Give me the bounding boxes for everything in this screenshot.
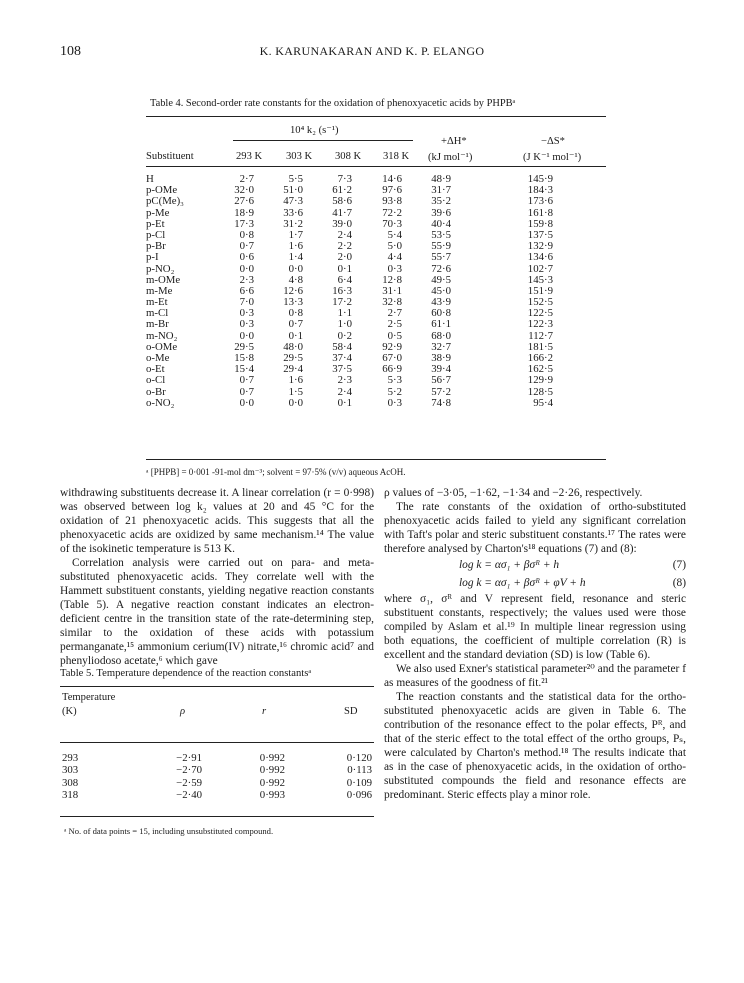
table-cell-value: 308 (62, 776, 79, 789)
table-cell-value: 48·0 (283, 340, 303, 353)
table-cell-value: 1·1 (337, 307, 352, 320)
table-cell-value: 129·9 (527, 374, 553, 387)
table4-header-ds-unit: (J K⁻¹ mol⁻¹) (523, 152, 582, 163)
equation-8-formula: log k = ασ₁ + βσᴿ + φV + h (459, 577, 586, 589)
table-cell-substituent: m-Br (146, 318, 169, 331)
table-cell-value: −2·40 (176, 789, 202, 802)
table-cell-value: 32·0 (234, 184, 254, 197)
table-cell-value: 29·5 (283, 352, 303, 364)
table-cell-value: 0·113 (347, 764, 372, 777)
table-cell-substituent: m-NO₂ (146, 329, 178, 342)
table5-header-sd: SD (344, 706, 358, 717)
table-cell-value: 1·6 (288, 374, 303, 387)
table-cell-value: 318 (62, 789, 79, 802)
table-cell-substituent: m-Me (146, 284, 173, 297)
left-paragraph-1: withdrawing substituents decrease it. A linear correlation (r = 0·998) was observed between log k₂ values at 20 and 45 °C for the oxidation of 21 phenoxyacetic acids. This suggests that all the phenoxyacetic acids are oxidized by same mechanism.¹⁴ The value of the isokinetic temperature is 513 K. (60, 487, 374, 555)
table-cell-value: 2·3 (337, 374, 352, 387)
table-cell-value: 37·4 (332, 352, 352, 364)
table-cell-value: 2·4 (337, 385, 352, 398)
table-cell-value: 4·4 (387, 251, 402, 264)
table-cell-value: 5·0 (387, 240, 402, 253)
table-cell-value: 0·109 (346, 776, 372, 789)
table-cell-value: 39·0 (332, 217, 352, 230)
table-cell-value: 145·3 (527, 273, 553, 286)
table-cell-value: 31·7 (431, 184, 451, 197)
table-cell-value: 12·6 (283, 284, 303, 297)
table-cell-substituent: m-OMe (146, 273, 181, 286)
table-cell-value: 0·7 (239, 385, 254, 398)
table-cell-value: 7·0 (239, 296, 254, 309)
table-cell-value: 0·0 (288, 262, 303, 275)
table4-header-rule (146, 166, 606, 167)
table-cell-substituent: p-Br (146, 240, 166, 253)
table-cell-substituent: pC(Me)₃ (146, 195, 184, 208)
table-cell-substituent: p-Me (146, 206, 170, 219)
table-cell-value: 31·1 (382, 284, 402, 297)
table-cell-substituent: p-I (146, 251, 159, 264)
table-cell-value: 49·5 (431, 273, 451, 286)
table-cell-value: 93·8 (382, 195, 402, 208)
table4-header-293: 293 K (236, 151, 263, 162)
table-cell-value: 152·5 (527, 296, 553, 309)
page-number: 108 (60, 44, 81, 59)
table-cell-value: 6·6 (239, 284, 254, 297)
table-cell-value: 303 (62, 764, 79, 777)
table-cell-value: 2·7 (387, 307, 402, 320)
table-cell-value: 0·7 (239, 240, 254, 253)
table-row (146, 398, 606, 409)
table5-body (60, 752, 374, 802)
table4-header-dh: +ΔH* (441, 136, 467, 147)
table-cell-value: 0·3 (239, 318, 254, 331)
table-cell-value: 95·4 (533, 396, 553, 409)
table-cell-value: 5·4 (387, 228, 402, 241)
table-cell-value: 145·9 (527, 173, 553, 185)
table-cell-value: 33·6 (283, 206, 303, 219)
right-column (384, 486, 686, 802)
table-cell-substituent: p-Cl (146, 228, 166, 241)
table-cell-value: 162·5 (527, 363, 553, 376)
table-cell-value: 56·7 (431, 374, 451, 387)
table-cell-value: 7·3 (337, 173, 352, 185)
table-cell-value: 0·3 (387, 396, 402, 409)
table-cell-value: 61·1 (431, 318, 451, 331)
table-cell-value: 58·4 (332, 340, 352, 353)
table-cell-value: 55·7 (431, 251, 451, 264)
table-cell-value: 60·8 (431, 307, 451, 320)
table-cell-value: 0·3 (239, 307, 254, 320)
table-cell-substituent: m-Cl (146, 307, 169, 320)
table-cell-value: 15·8 (234, 352, 254, 364)
table-cell-value: 39·6 (431, 206, 451, 219)
table5-caption: Table 5. Temperature dependence of the reaction constantsᵃ (60, 668, 312, 679)
table4-bottom-rule (146, 459, 606, 460)
table-cell-value: 0·1 (337, 396, 352, 409)
table-cell-value: −2·91 (176, 752, 202, 764)
table-cell-value: 32·8 (382, 296, 402, 309)
table-cell-value: 29·5 (234, 340, 254, 353)
table-cell-value: 181·5 (527, 340, 553, 353)
table5-header-rho: ρ (180, 706, 186, 717)
equation-8-number: (8) (672, 577, 686, 589)
table-cell-value: −2·59 (176, 776, 202, 789)
table-cell-value: 0·1 (288, 329, 303, 342)
table-cell-value: 0·993 (259, 789, 285, 802)
table-cell-value: 70·3 (382, 217, 402, 230)
table-cell-value: 32·7 (431, 340, 451, 353)
table-cell-value: 97·6 (382, 184, 402, 197)
table-row (60, 789, 374, 801)
table-cell-value: 29·4 (283, 363, 303, 376)
table-cell-value: 13·3 (283, 296, 303, 309)
table5-footnote: ᵃ No. of data points = 15, including unsubstituted compound. (64, 826, 274, 836)
table-cell-value: 41·7 (332, 206, 352, 219)
table-cell-value: 43·9 (431, 296, 451, 309)
right-paragraph-3: where σ₁, σᴿ and V represent field, resonance and steric substituent constants, respectively; the values used were those compiled by Aslam et al.¹⁹ In multiple linear regression using both equations, the coefficient of multiple correlation (R) is excellent and the standard deviation (SD) is low (Table 6). (384, 593, 686, 661)
table-cell-value: 0·5 (387, 329, 402, 342)
table-cell-value: 1·7 (288, 228, 303, 241)
table-cell-value: 0·0 (239, 396, 254, 409)
table-cell-value: 39·4 (431, 363, 451, 376)
table-cell-value: 2·5 (387, 318, 402, 331)
table-cell-value: 122·5 (527, 307, 553, 320)
table-cell-value: 58·6 (332, 195, 352, 208)
table5-header-temp: Temperature (62, 692, 116, 703)
table-cell-substituent: o-Cl (146, 374, 166, 387)
table-cell-value: 159·8 (527, 217, 553, 230)
table-cell-value: 1·5 (288, 385, 303, 398)
equation-7-formula: log k = ασ₁ + βσᴿ + h (459, 559, 560, 571)
table-cell-value: 5·2 (387, 385, 402, 398)
table-row (146, 319, 606, 330)
table-cell-value: 0·992 (259, 764, 285, 777)
table-cell-value: 184·3 (527, 184, 553, 197)
table4-header-318: 318 K (383, 151, 410, 162)
table-cell-value: 0·0 (239, 329, 254, 342)
table5-bottom-rule (60, 816, 374, 817)
table-cell-substituent: o-Et (146, 363, 165, 376)
table5-header-unit: (K) (62, 706, 77, 717)
table4-header-303: 303 K (286, 151, 313, 162)
table-cell-value: 2·0 (337, 251, 352, 264)
table-cell-value: 112·7 (528, 329, 553, 342)
table-cell-value: 0·7 (239, 374, 254, 387)
table4-header-dh-unit: (kJ mol⁻¹) (428, 152, 473, 163)
table-cell-value: 14·6 (382, 173, 402, 185)
table4-header-308: 308 K (335, 151, 362, 162)
table-row (146, 264, 606, 275)
table4-caption: Table 4. Second-order rate constants for the oxidation of phenoxyacetic acids by PHPBᵃ (150, 98, 516, 109)
table-cell-value: 72·6 (431, 262, 451, 275)
table-cell-value: 45·0 (431, 284, 451, 297)
table4-footnote: ᵃ [PHPB] = 0·001 -91-mol dm⁻³; solvent = 97·5% (v/v) aqueous AcOH. (146, 467, 406, 477)
left-column (60, 486, 374, 668)
right-paragraph-4: We also used Exner's statistical parameter²⁰ and the parameter f as measures of the goodness of fit.²¹ (384, 663, 686, 689)
table-cell-value: 0·992 (259, 752, 285, 764)
table-row (60, 777, 374, 789)
table-cell-value: 17·3 (234, 217, 254, 230)
table5-top-rule (60, 686, 374, 687)
table4-header-substituent: Substituent (146, 151, 194, 162)
table-cell-value: 293 (62, 752, 79, 764)
table-row (146, 252, 606, 263)
table-cell-value: 0·1 (337, 262, 352, 275)
table-cell-value: 66·9 (382, 363, 402, 376)
equation-8 (384, 574, 686, 592)
table-cell-value: 1·4 (288, 251, 303, 264)
table-cell-value: 0·7 (288, 318, 303, 331)
table-row (146, 375, 606, 386)
table-cell-substituent: o-Me (146, 352, 170, 364)
table-cell-value: 0·3 (387, 262, 402, 275)
right-paragraph-2: The rate constants of the oxidation of ortho-substituted phenoxyacetic acids failed to yield any significant correlation with Taft's polar and steric substituent constants.¹⁷ The rates were therefore analysed by Charton's¹⁸ equations (7) and (8): (384, 501, 686, 555)
table-cell-value: 0·2 (337, 329, 352, 342)
table-cell-value: 37·5 (332, 363, 352, 376)
table-cell-value: 57·2 (431, 385, 451, 398)
table-cell-value: 38·9 (431, 352, 451, 364)
table5-header-r: r (262, 706, 267, 717)
table-cell-value: 47·3 (283, 195, 303, 208)
table-cell-value: 31·2 (283, 217, 303, 230)
table-cell-value: 2·2 (337, 240, 352, 253)
table-cell-value: 161·8 (527, 206, 553, 219)
table-cell-substituent: o-NO₂ (146, 396, 175, 409)
table-cell-substituent: p-OMe (146, 184, 178, 197)
table-cell-value: 55·9 (431, 240, 451, 253)
table4-group-header: 10⁴ k₂ (s⁻¹) (290, 125, 339, 136)
table4-header-ds: −ΔS* (541, 136, 565, 147)
table-cell-value: 48·9 (431, 173, 451, 185)
right-paragraph-1: ρ values of −3·05, −1·62, −1·34 and −2·26, respectively. (384, 487, 643, 499)
table-cell-value: 35·2 (431, 195, 451, 208)
left-paragraph-2: Correlation analysis were carried out on para- and meta-substituted phenoxyacetic acids. They correlate well with the Hammett substituent constants, yielding negative reaction constants (Table 5). A negative reaction constant indicates an electron-deficient centre in the transition state of the rate-determining step, similar to the oxidation of these acids with potassium permanganate,¹⁵ ammonium cerium(IV) nitrate,¹⁶ chromic acid⁷ and phenyliodoso acetate,⁶ which gave (60, 557, 374, 667)
table-cell-value: 2·3 (239, 273, 254, 286)
table-cell-value: 2·7 (239, 173, 254, 185)
table-cell-value: 0·120 (346, 752, 372, 764)
table-row (60, 752, 374, 764)
table-cell-value: 51·0 (283, 184, 303, 197)
table-cell-value: 128·5 (527, 385, 553, 398)
table-cell-value: 5·3 (387, 374, 402, 387)
table-cell-value: 61·2 (332, 184, 352, 197)
table-cell-substituent: o-OMe (146, 340, 178, 353)
table-cell-value: 0·6 (239, 251, 254, 264)
table-cell-value: 0·992 (259, 776, 285, 789)
table-cell-value: 92·9 (382, 340, 402, 353)
table-cell-value: 15·4 (234, 363, 254, 376)
table-cell-value: 0·0 (288, 396, 303, 409)
table-cell-substituent: o-Br (146, 385, 166, 398)
equation-7 (384, 556, 686, 574)
table-cell-substituent: H (146, 173, 154, 185)
table-cell-value: 173·6 (527, 195, 553, 208)
table-cell-value: 12·8 (382, 273, 402, 286)
table-cell-value: 2·4 (337, 228, 352, 241)
table-cell-substituent: m-Et (146, 296, 168, 309)
equation-7-number: (7) (672, 559, 686, 571)
table-cell-value: 5·5 (288, 173, 303, 185)
table-cell-value: 40·4 (431, 217, 451, 230)
table-cell-substituent: p-NO₂ (146, 262, 175, 275)
table4-body (146, 174, 606, 409)
table-cell-value: 4·8 (288, 273, 303, 286)
table-cell-value: 102·7 (527, 262, 553, 275)
table-cell-value: 53·5 (431, 228, 451, 241)
table-cell-value: 27·6 (234, 195, 254, 208)
running-head: K. KARUNAKARAN AND K. P. ELANGO (259, 44, 485, 58)
right-paragraph-5: The reaction constants and the statistical data for the ortho-substituted phenoxyacetic acids are given in Table 6. The contribution of the resonance effect to the polar effects, Pᴿ, and that of the steric effect to the total effect of the ortho groups, Pₛ, were calculated by Charton's method.¹⁸ The results indicate that as in the case of phenoxyacetic acids, in the oxidation of ortho-substituted compounds the field and resonance effects are predominant. Steric effects play a minor role. (384, 691, 686, 801)
table4-group-rule (233, 140, 413, 141)
table-cell-value: 16·3 (332, 284, 352, 297)
table-cell-value: 1·0 (337, 318, 352, 331)
table-cell-value: 122·3 (527, 318, 553, 331)
table-row (146, 196, 606, 207)
table-cell-substituent: p-Et (146, 217, 165, 230)
table-cell-value: 166·2 (527, 352, 553, 364)
table-cell-value: 0·8 (239, 228, 254, 241)
table5-header-rule (60, 742, 374, 743)
table-cell-value: 68·0 (431, 329, 451, 342)
table-cell-value: 0·8 (288, 307, 303, 320)
table-cell-value: 6·4 (337, 273, 352, 286)
table-cell-value: 137·5 (527, 228, 553, 241)
table-cell-value: 132·9 (527, 240, 553, 253)
table-cell-value: 72·2 (382, 206, 402, 219)
table-cell-value: 74·8 (431, 396, 451, 409)
table-cell-value: 151·9 (527, 284, 553, 297)
table-cell-value: 134·6 (527, 251, 553, 264)
table-cell-value: 17·2 (332, 296, 352, 309)
table-row (60, 764, 374, 776)
table-cell-value: 67·0 (382, 352, 402, 364)
table-cell-value: −2·70 (176, 764, 202, 777)
table-cell-value: 1·6 (288, 240, 303, 253)
table-cell-value: 0·096 (346, 789, 372, 802)
table4-top-rule (146, 116, 606, 117)
table-cell-value: 0·0 (239, 262, 254, 275)
table-cell-value: 18·9 (234, 206, 254, 219)
